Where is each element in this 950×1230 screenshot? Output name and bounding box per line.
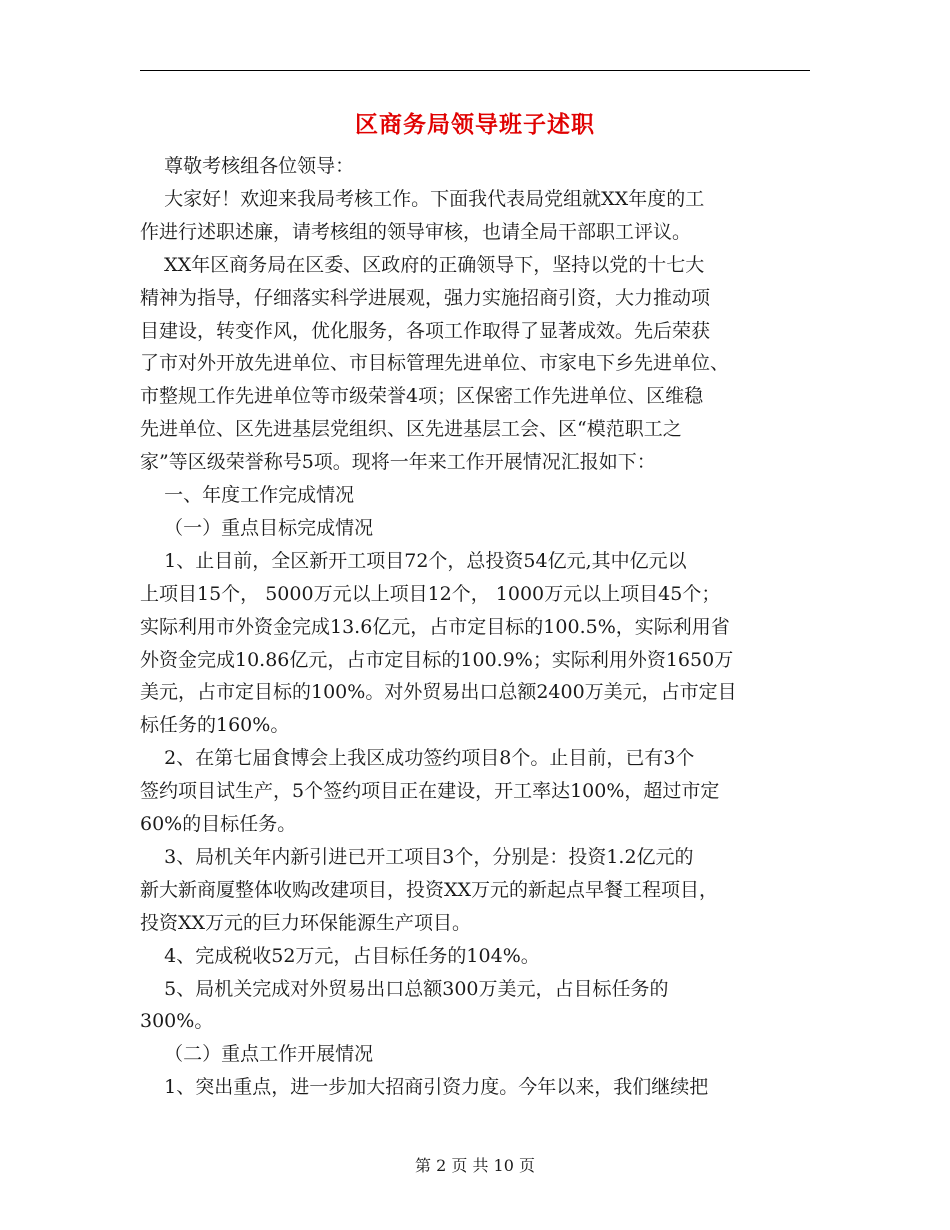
text-line: XX年区商务局在区委、区政府的正确领导下，坚持以党的十七大 [140,253,705,276]
text-line: 4、完成税收52万元，占目标任务的104%。 [140,944,540,967]
text-line: 一、年度工作完成情况 [140,484,355,506]
text-line: 实际利用市外资金完成13.6亿元，占市定目标的100.5%，实际利用省 [140,615,730,638]
text-line: 了市对外开放先进单位、市目标管理先进单位、市家电下乡先进单位、 [140,352,730,375]
text-line: 3、局机关年内新引进已开工项目3个，分别是：投资1.2亿元的 [140,845,694,868]
text-line: 60%的目标任务。 [140,813,297,835]
text-line: 美元，占市定目标的100%。对外贸易出口总额2400万美元，占市定目 [140,681,737,704]
text-line: （一）重点目标完成情况 [140,516,374,539]
text-line: 目建设，转变作风，优化服务，各项工作取得了显著成效。先后荣获 [140,319,711,342]
text-line: （二）重点工作开展情况 [140,1043,374,1066]
text-line: 投资XX万元的巨力环保能源生产项目。 [140,911,472,934]
text-line: 2、在第七届食博会上我区成功签约项目8个。止目前，已有3个 [140,747,695,770]
text-line: 签约项目试生产，5个签约项目正在建设，开工率达100%，超过市定 [140,780,720,803]
text-line: 作进行述职述廉，请考核组的领导审核，也请全局干部职工评议。 [140,220,692,243]
text-line: 大家好！欢迎来我局考核工作。下面我代表局党组就XX年度的工 [140,187,705,210]
text-line: 标任务的160%。 [140,714,290,737]
document-title: 区商务局领导班子述职 [355,111,595,138]
text-line: 家”等区级荣誉称号5项。现将一年来工作开展情况汇报如下： [140,451,656,474]
text-line: 外资金完成10.86亿元，占市定目标的100.9%；实际利用外资1650万 [140,648,734,671]
text-line: 1、止目前，全区新开工项目72个，总投资54亿元,其中亿元以 [140,549,687,572]
text-line: 上项目15个， 5000万元以上项目12个， 1000万元以上项目45个； [140,582,721,605]
text-line: 精神为指导，仔细落实科学进展观，强力实施招商引资，大力推动项 [140,286,711,309]
text-line: 市整规工作先进单位等市级荣誉4项；区保密工作先进单位、区维稳 [140,385,704,408]
text-line: 1、突出重点，进一步加大招商引资力度。今年以来，我们继续把 [140,1076,709,1099]
header-rule [140,70,810,71]
text-line: 新大新商厦整体收购改建项目，投资XX万元的新起点早餐工程项目， [140,878,719,901]
page-footer: 第 2 页 共 10 页 [415,1156,535,1175]
text-line: 尊敬考核组各位领导： [140,155,355,177]
text-line: 300%。 [140,1010,214,1033]
text-line: 5、局机关完成对外贸易出口总额300万美元，占目标任务的 [140,977,669,1000]
text-line: 先进单位、区先进基层党组织、区先进基层工会、区“模范职工之 [140,418,682,441]
